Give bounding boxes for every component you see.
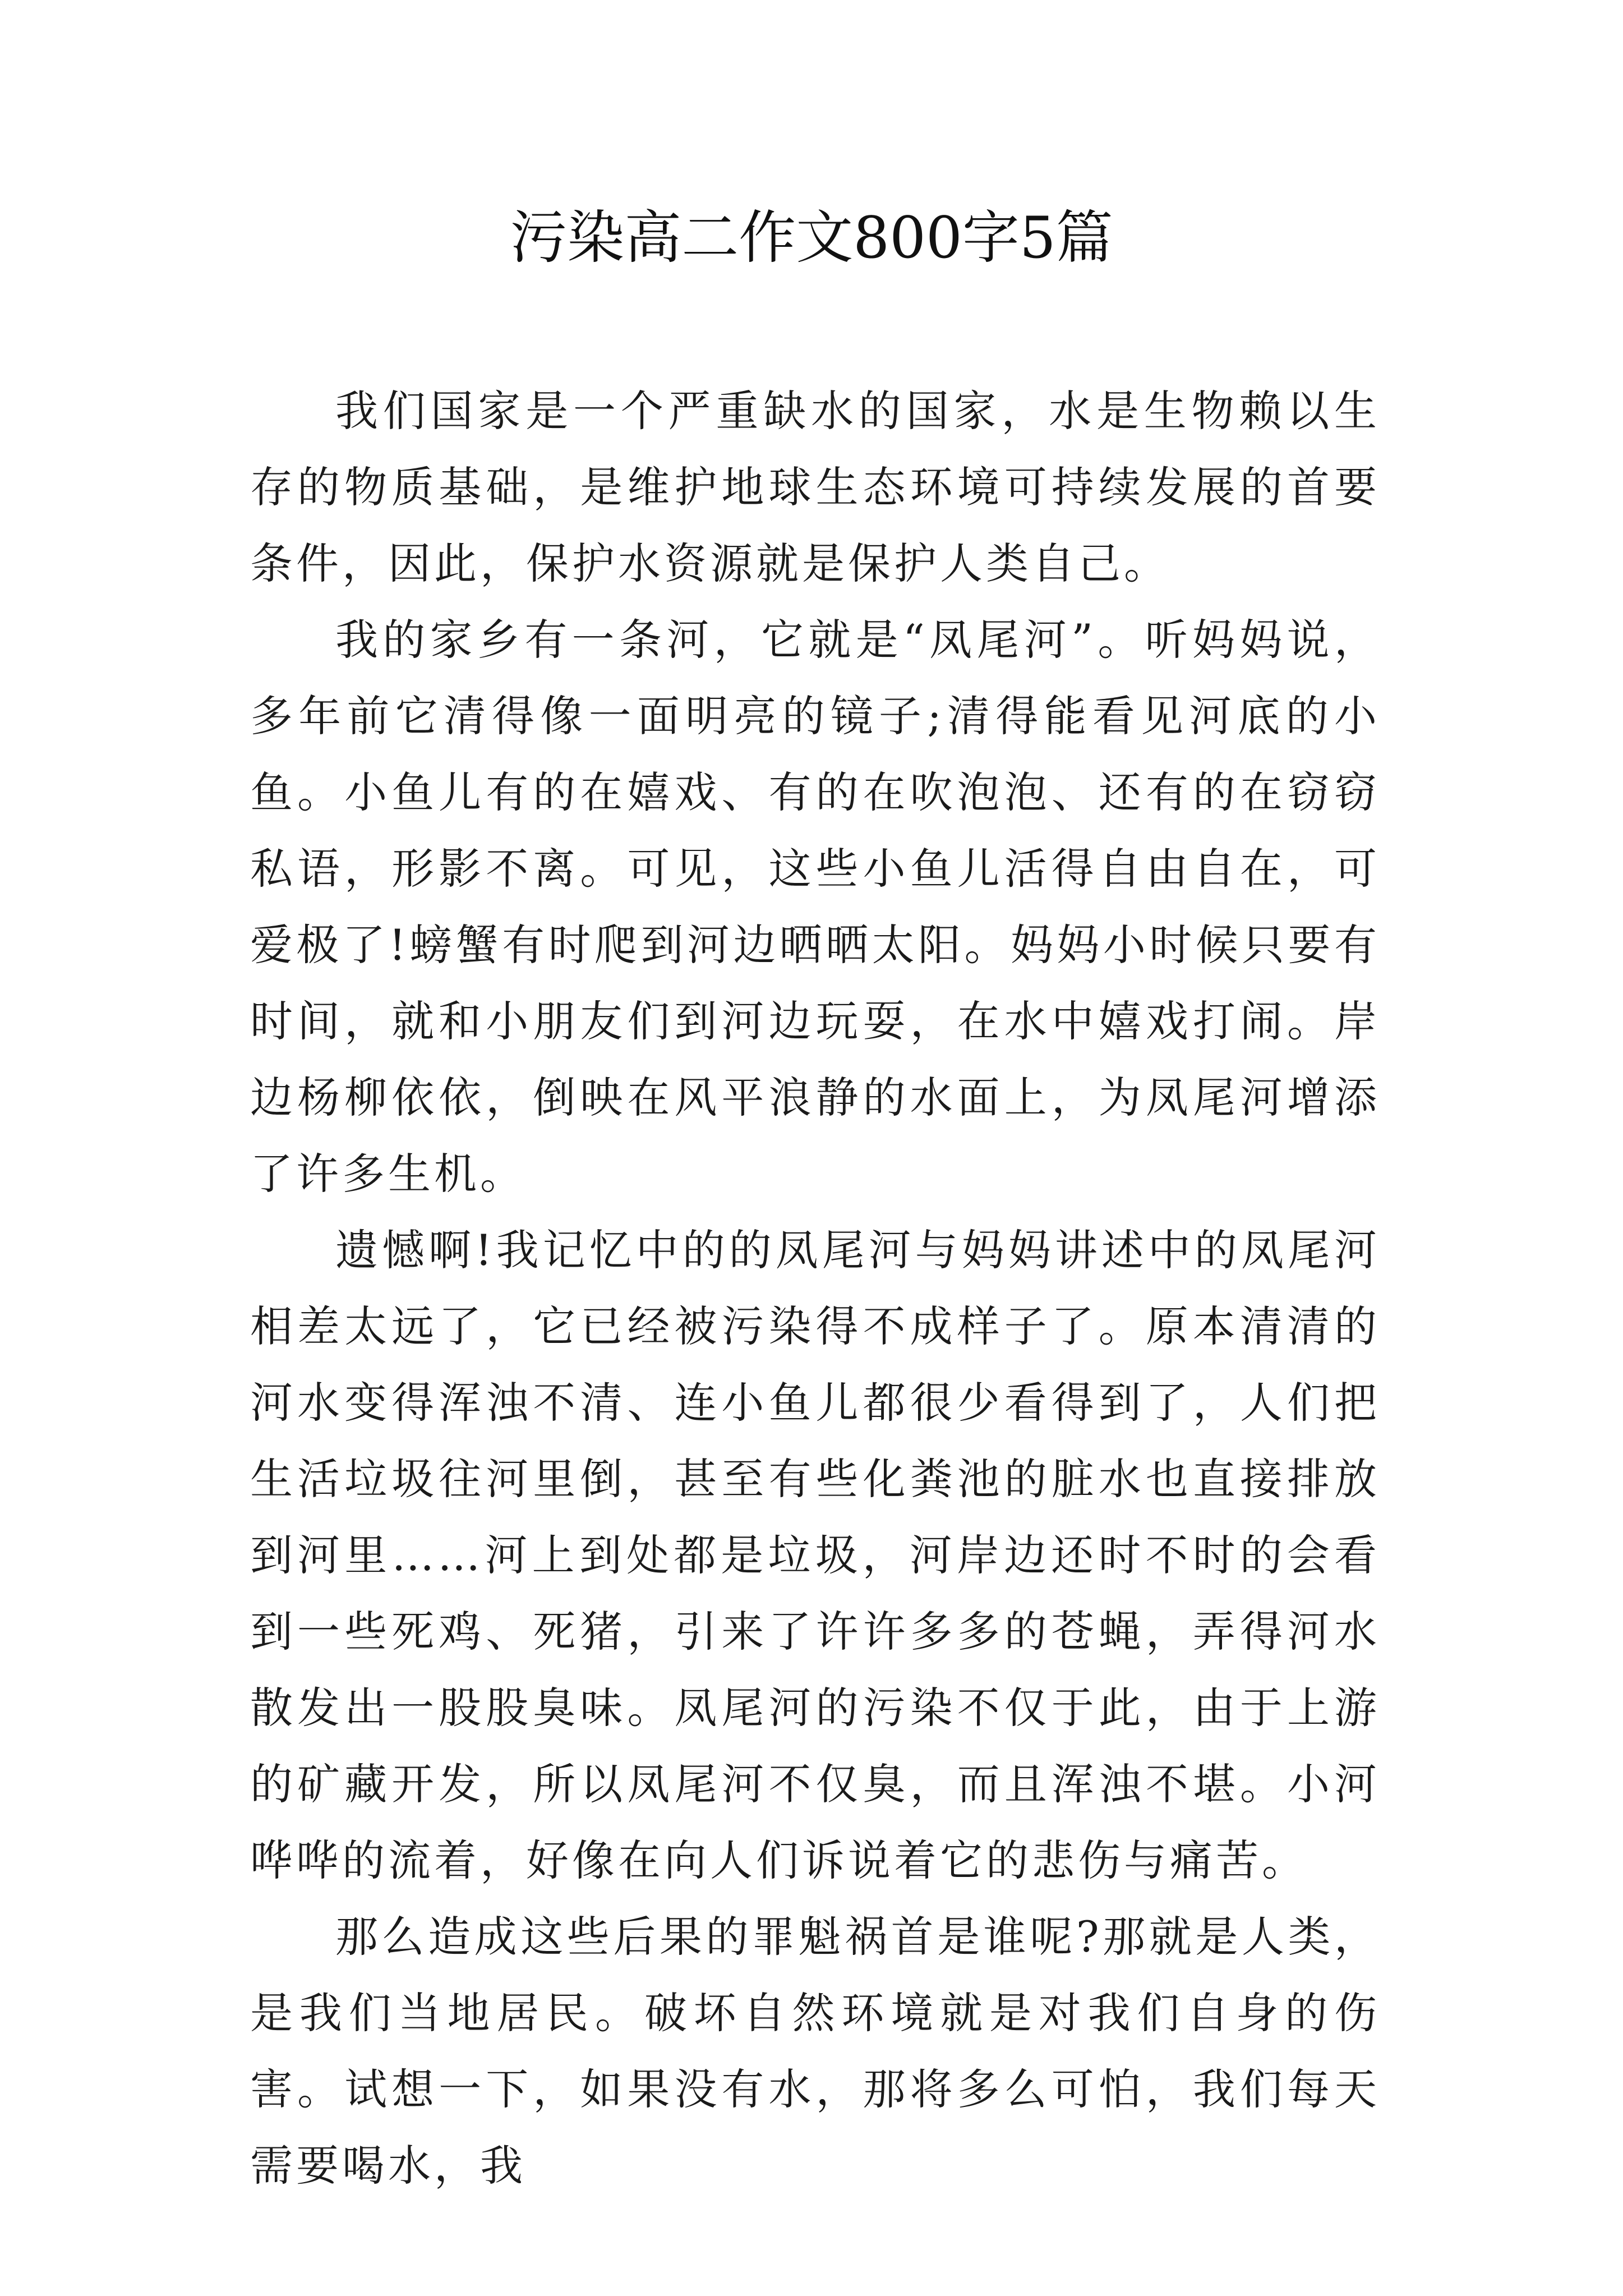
paragraph: 我们国家是一个严重缺水的国家，水是生物赖以生存的物质基础，是维护地球生态环境可持续发展的首要条件，因此，保护水资源就是保护人类自己。 bbox=[250, 386, 1380, 588]
document-body bbox=[250, 373, 1380, 2204]
paragraph: 那么造成这些后果的罪魁祸首是谁呢?那就是人类，是我们当地居民。破坏自然环境就是对我们自身的伤害。试想一下，如果没有水，那将多么可怕，我们每天需要喝水，我 bbox=[250, 1912, 1380, 2191]
paragraph: 遗憾啊!我记忆中的的凤尾河与妈妈讲述中的凤尾河相差太远了，它已经被污染得不成样子了。原本清清的河水变得浑浊不清、连小鱼儿都很少看得到了，人们把生活垃圾往河里倒，甚至有些化粪池的脏水也直接排放到河里……河上到处都是垃圾，河岸边还时不时的会看到一些死鸡、死猪，引来了许许多多的苍蝇，弄得河水散发出一股股臭味。凤尾河的污染不仅于此，由于上游的矿藏开发，所以凤尾河不仅臭，而且浑浊不堪。小河哗哗的流着，好像在向人们诉说着它的悲伤与痛苦。 bbox=[250, 1225, 1380, 1885]
paragraph: 我的家乡有一条河，它就是“凤尾河”。听妈妈说，多年前它清得像一面明亮的镜子;清得能看见河底的小鱼。小鱼儿有的在嬉戏、有的在吹泡泡、还有的在窃窃私语，形影不离。可见，这些小鱼儿活得自由自在，可爱极了!螃蟹有时爬到河边晒晒太阳。妈妈小时候只要有时间，就和小朋友们到河边玩耍，在水中嬉戏打闹。岸边杨柳依依，倒映在风平浪静的水面上，为凤尾河增添了许多生机。 bbox=[250, 615, 1380, 1199]
document-title: 污染高二作文800字5篇 bbox=[510, 205, 1113, 272]
